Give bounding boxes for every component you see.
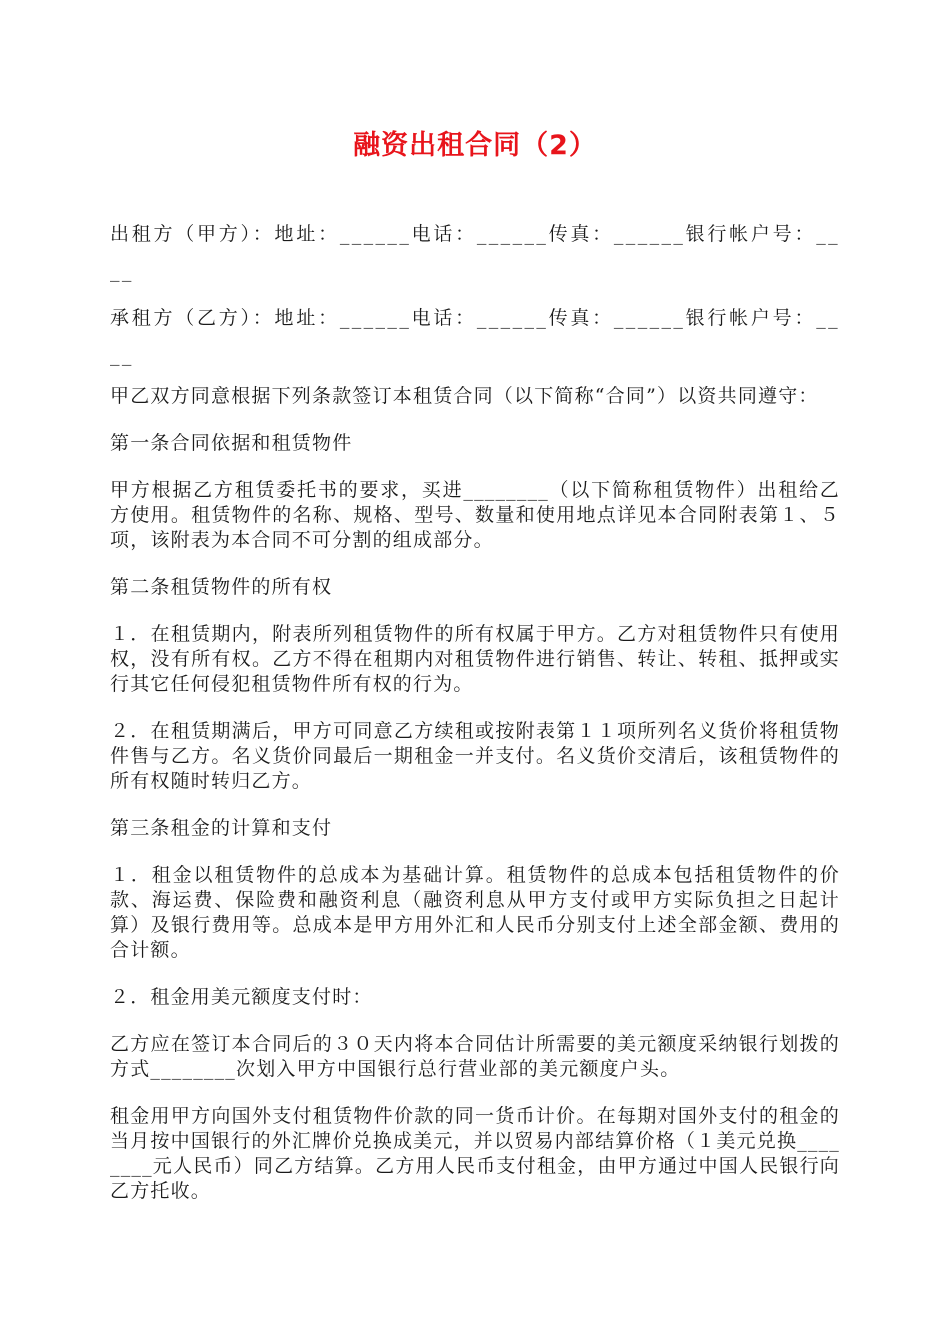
preamble-paragraph: 甲乙双方同意根据下列条款签订本租赁合同（以下简称“合同”）以资共同遵守：	[110, 385, 819, 407]
article-3-clause-2: ２．租金用美元额度支付时：	[110, 986, 373, 1008]
article-1-paragraph: 甲方根据乙方租赁委托书的要求，买进________（以下简称租赁物件）出租给乙方使用。租赁物件的名称、规格、型号、数量和使用地点详见本合同附表第１、５项，该附表为本合同不可分割的组成部分。	[110, 479, 840, 551]
lessor-info-paragraph: 出租方（甲方）：地址：______电话：______传真：______银行帐户号：____	[110, 223, 840, 282]
article-3-clause-1: １．租金以租赁物件的总成本为基础计算。租赁物件的总成本包括租赁物件的价款、海运费、保险费和融资利息（融资利息从甲方支付或甲方实际负担之日起计算）及银行费用等。总成本是甲方用外汇和人民币分别支付上述全部金额、费用的合计额。	[110, 864, 840, 961]
article-2-clause-2: ２．在租赁期满后，甲方可同意乙方续租或按附表第１１项所列名义货价将租赁物件售与乙方。名义货价同最后一期租金一并支付。名义货价交清后，该租赁物件的所有权随时转归乙方。	[110, 720, 840, 792]
article-1-heading: 第一条合同依据和租赁物件	[110, 432, 353, 454]
article-3-clause-2-detail-a: 乙方应在签订本合同后的３０天内将本合同估计所需要的美元额度采纳银行划拨的方式________次划入甲方中国银行总行营业部的美元额度户头。	[110, 1033, 840, 1080]
document-title: 融资出租合同（2）	[353, 130, 597, 161]
lessee-info-paragraph: 承租方（乙方）：地址：______电话：______传真：______银行帐户号：____	[110, 307, 840, 366]
article-2-clause-1: １．在租赁期内，附表所列租赁物件的所有权属于甲方。乙方对租赁物件只有使用权，没有所有权。乙方不得在租期内对租赁物件进行销售、转让、转租、抵押或实行其它任何侵犯租赁物件所有权的行为。	[110, 623, 840, 695]
document-body	[110, 216, 840, 1226]
article-2-heading: 第二条租赁物件的所有权	[110, 576, 333, 598]
article-3-clause-2-detail-b: 租金用甲方向国外支付租赁物件价款的同一货币计价。在每期对国外支付的租金的当月按中国银行的外汇牌价兑换成美元，并以贸易内部结算价格（１美元兑换________元人民币）同乙方结算。乙方用人民币支付租金，由甲方通过中国人民银行向乙方托收。	[110, 1105, 840, 1202]
article-3-heading: 第三条租金的计算和支付	[110, 817, 333, 839]
